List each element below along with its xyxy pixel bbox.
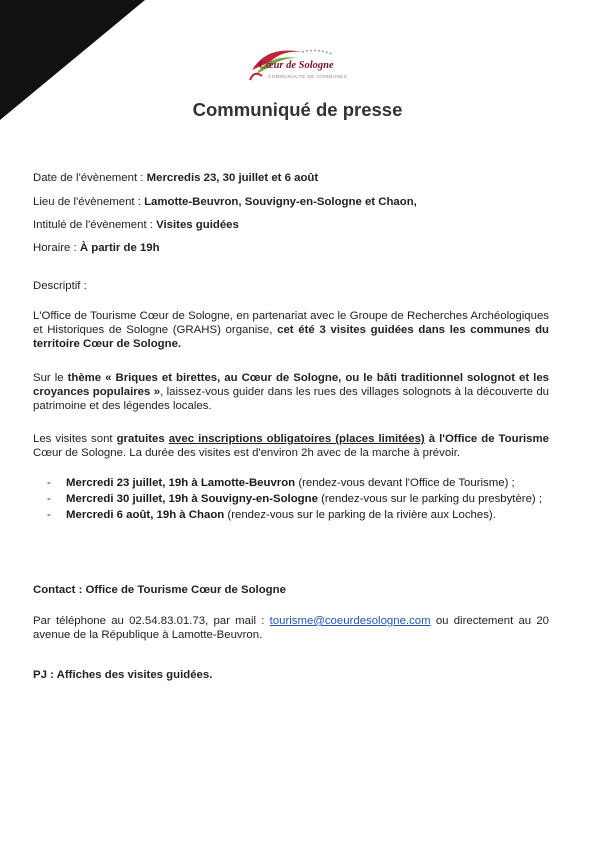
visits-list bbox=[33, 476, 553, 524]
logo-subtitle: COMMUNAUTÉ DE COMMUNES bbox=[268, 74, 348, 79]
contact-heading: Contact : Office de Tourisme Cœur de Sologne bbox=[33, 584, 286, 596]
event-date: Date de l'évènement : Mercredis 23, 30 juillet et 6 août bbox=[33, 172, 319, 184]
contact-paragraph: Par téléphone au 02.54.83.01.73, par mail : tourisme@coeurdesologne.com ou directement au 20 avenue de la République à Lamotte-Beuvron. bbox=[33, 615, 549, 641]
page-title: Communiqué de presse bbox=[192, 99, 403, 120]
list-item: - Mercredi 30 juillet, 19h à Souvigny-en-Sologne (rendez-vous sur le parking du presbytère) ; bbox=[47, 493, 543, 505]
event-place: Lieu de l'évènement : Lamotte-Beuvron, Souvigny-en-Sologne et Chaon, bbox=[33, 196, 417, 208]
descriptif-label: Descriptif : bbox=[33, 280, 87, 292]
paragraph-theme: Sur le thème « Briques et birettes, au Cœur de Sologne, ou le bâti traditionnel solognot et les croyances populaires », laissez-vous guider dans les rues des villages solognots à la découverte du patrimoine et des légendes locales. bbox=[33, 372, 550, 412]
event-time: Horaire : À partir de 19h bbox=[33, 242, 160, 254]
list-item: - Mercredi 23 juillet, 19h à Lamotte-Beuvron (rendez-vous devant l'Office de Tourisme) ; bbox=[47, 477, 515, 489]
paragraph-intro: L'Office de Tourisme Cœur de Sologne, en partenariat avec le Groupe de Recherches Archéologiques et Historiques de Sologne (GRAHS) organise, cet été 3 visites guidées dans les communes du territoire Cœur de Sologne. bbox=[33, 310, 549, 350]
logo-title: Cœur de Sologne bbox=[259, 60, 334, 71]
paragraph-visits: Les visites sont gratuites avec inscriptions obligatoires (places limitées) à l'Office de Tourisme Cœur de Sologne. La durée des visites est d'environ 2h avec de la marche à prévoir. bbox=[33, 433, 549, 459]
event-name: Intitulé de l'évènement : Visites guidées bbox=[33, 219, 239, 231]
email-link[interactable]: tourisme@coeurdesologne.com bbox=[269, 615, 431, 627]
list-item: - Mercredi 6 août, 19h à Chaon (rendez-vous sur le parking de la rivière aux Loches). bbox=[47, 509, 496, 521]
attachment-note: PJ : Affiches des visites guidées. bbox=[33, 669, 213, 681]
